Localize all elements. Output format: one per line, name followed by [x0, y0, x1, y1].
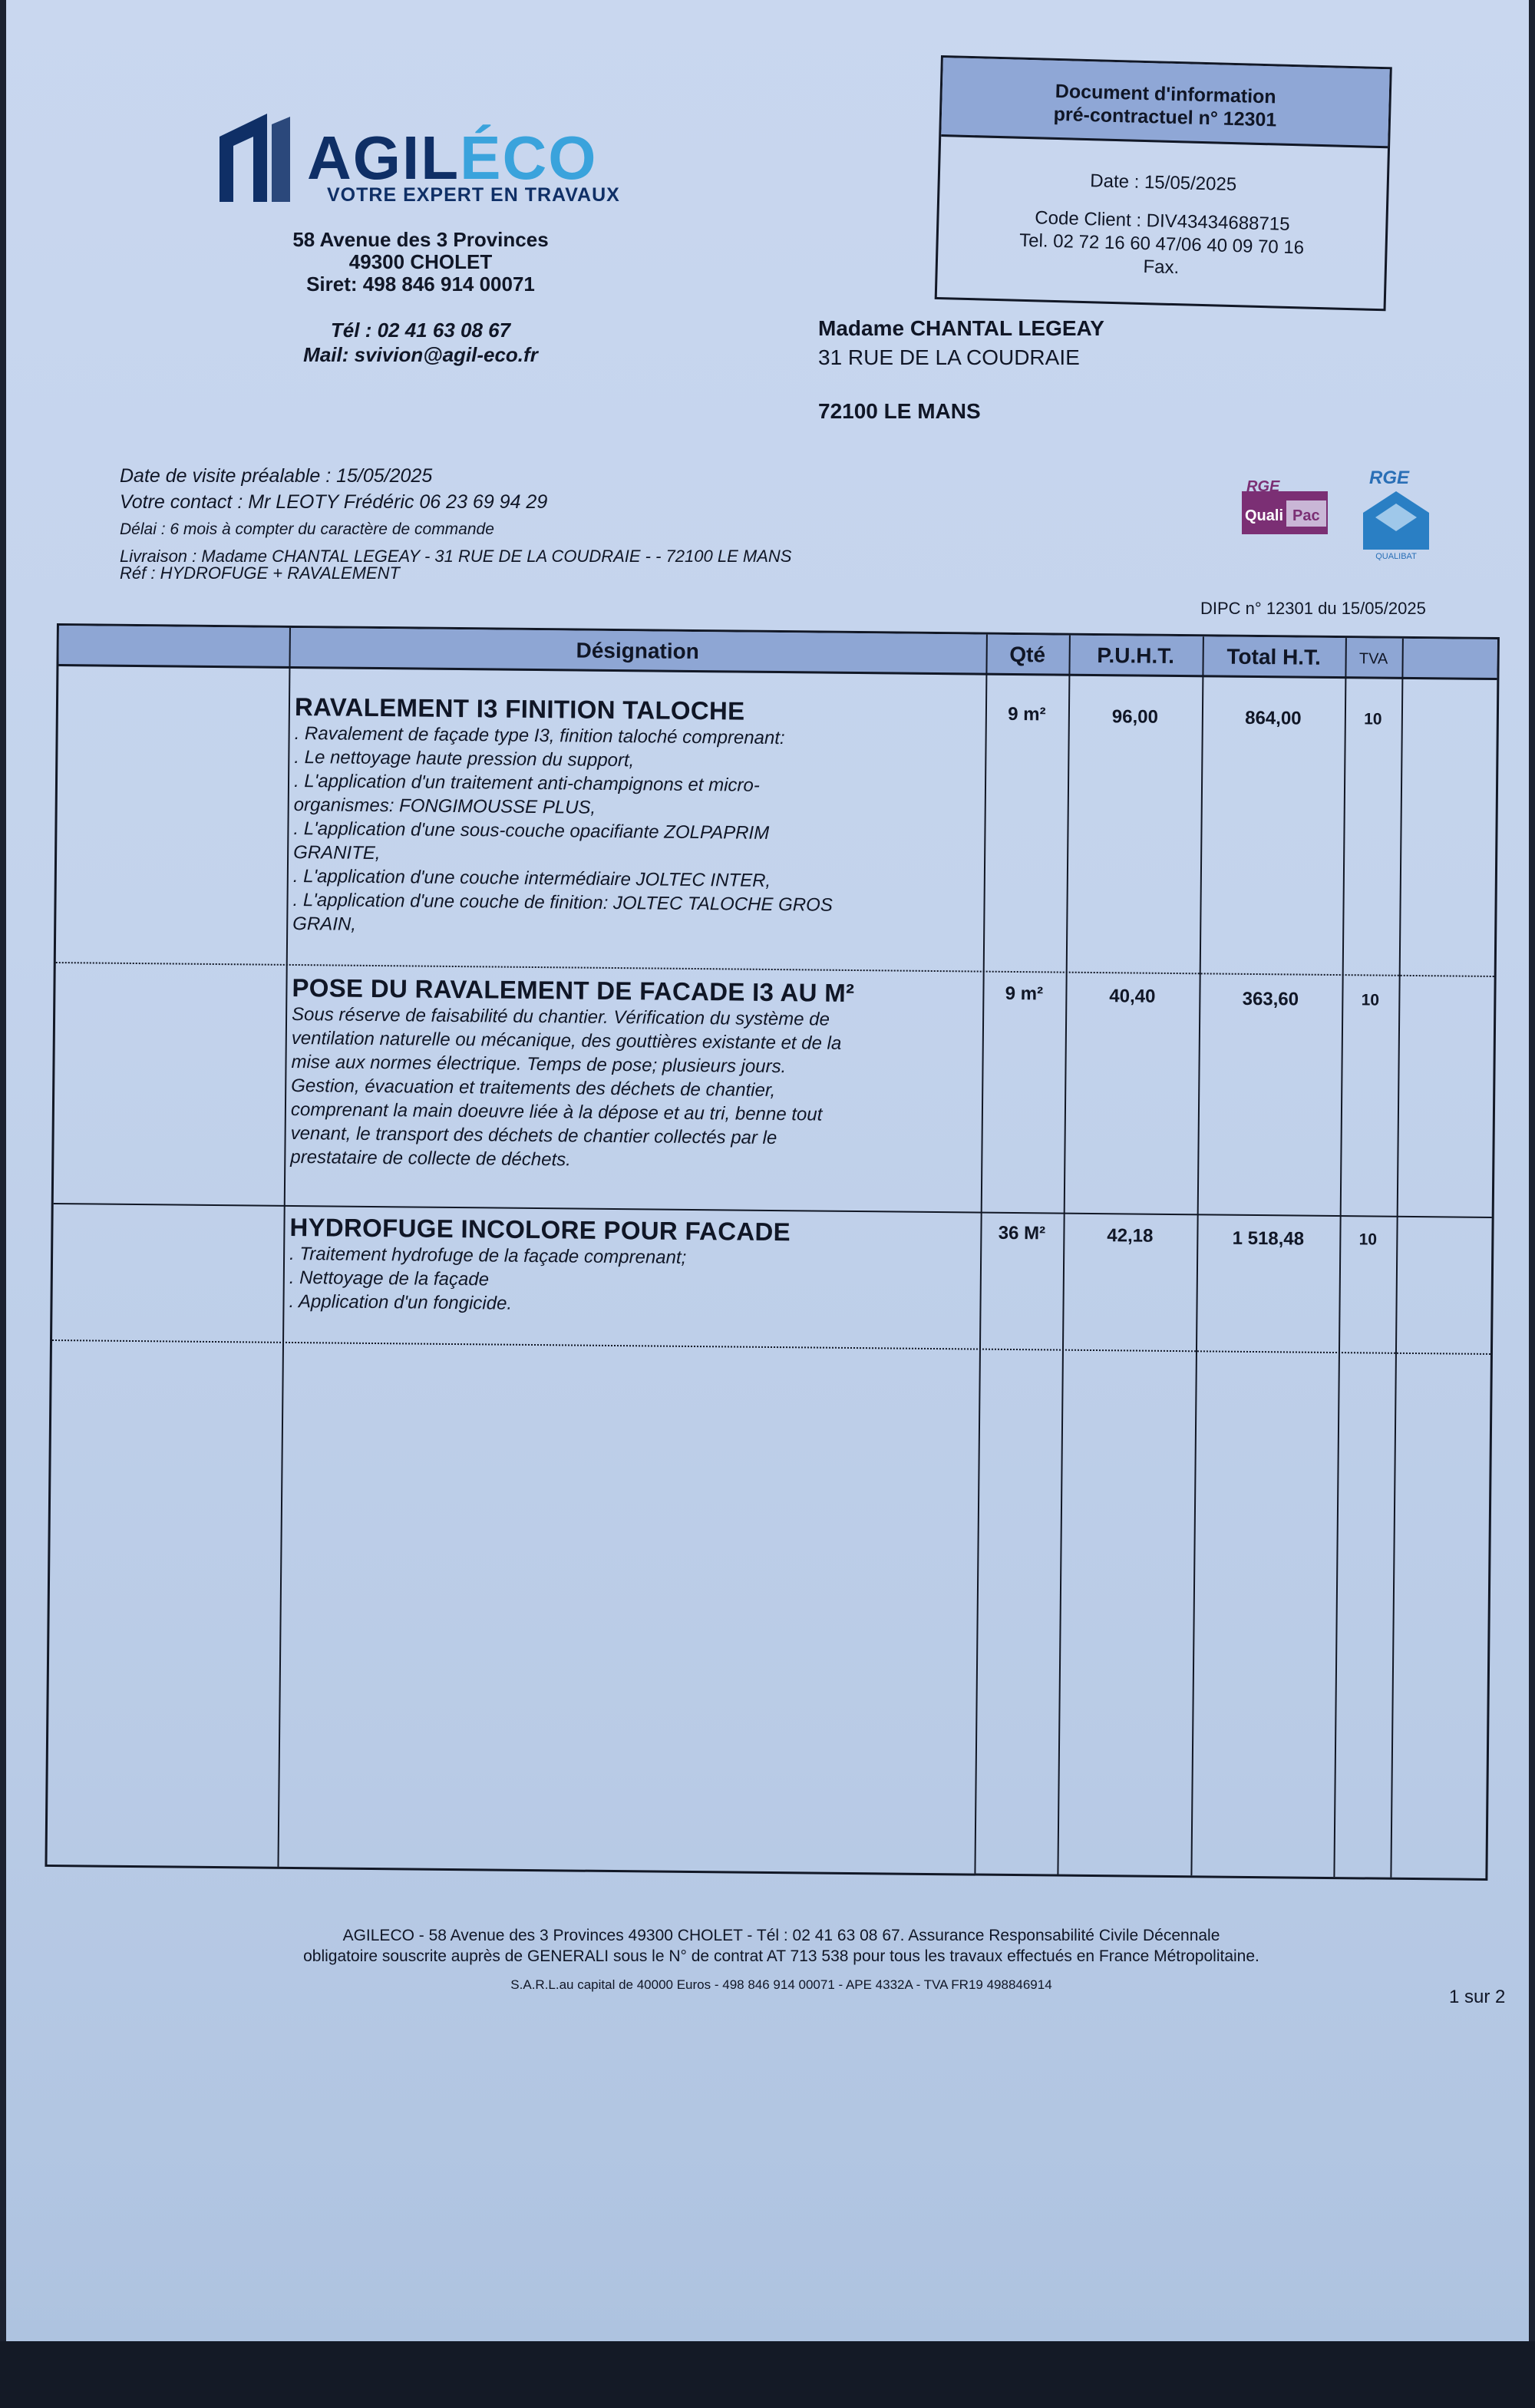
delivery-address: Livraison : Madame CHANTAL LEGEAY - 31 RUE DE LA COUDRAIE - - 72100 LE MANS: [120, 547, 792, 566]
item-qty: 9 m²: [1008, 703, 1046, 725]
item-tva: 10: [1364, 710, 1382, 728]
header-unit-price: P.U.H.T.: [1097, 643, 1175, 668]
page-number: 1 sur 2: [1449, 1987, 1506, 2007]
background-surface: [0, 2341, 1535, 2408]
brand-tagline: VOTRE EXPERT EN TRAVAUX: [327, 184, 620, 206]
item-tva: 10: [1358, 1230, 1378, 1249]
item-description: . Traitement hydrofuge de la façade comprenant; . Nettoyage de la façade . Application d'un fongicide.: [289, 1243, 687, 1314]
item-unit-price: 42,18: [1107, 1225, 1154, 1247]
dipc-reference: DIPC n° 12301 du 15/05/2025: [1200, 599, 1426, 618]
item-total: 864,00: [1245, 707, 1302, 729]
svg-text:RGE: RGE: [1369, 467, 1410, 488]
reference: Réf : HYDROFUGE + RAVALEMENT: [120, 563, 400, 583]
table-row: [289, 1213, 972, 1320]
svg-text:RGE: RGE: [1246, 478, 1280, 495]
delay-note: Délai : 6 mois à compter du caractère de commande: [120, 520, 494, 538]
client-street: 31 RUE DE LA COUDRAIE: [818, 345, 1080, 369]
contact-person: Votre contact : Mr LEOTY Frédéric 06 23 69 94 29: [120, 491, 548, 513]
company-mail: Mail: svivion@agil-eco.fr: [303, 343, 538, 366]
item-total: 1 518,48: [1232, 1227, 1305, 1250]
company-street: 58 Avenue des 3 Provinces: [292, 228, 549, 251]
footer-line-1: AGILECO - 58 Avenue des 3 Provinces 49300 CHOLET - Tél : 02 41 63 08 67. Assurance Responsabilité Civile Décennale: [342, 1927, 1220, 1944]
header-qty: Qté: [1009, 642, 1046, 667]
client-name: Madame CHANTAL LEGEAY: [818, 316, 1104, 340]
item-total: 363,60: [1242, 988, 1299, 1010]
rge-qualibat-logo: [1355, 465, 1437, 560]
footer-line-2: obligatoire souscrite auprès de GENERALI sous le N° de contrat AT 713 538 pour tous les travaux effectués en France Métropolitaine.: [303, 1947, 1259, 1965]
client-city: 72100 LE MANS: [818, 399, 981, 423]
item-qty: 36 M²: [998, 1222, 1046, 1244]
qualipac-badge-icon: [1239, 477, 1331, 537]
header-tva: TVA: [1358, 650, 1388, 668]
item-title: POSE DU RAVALEMENT DE FACADE I3 AU M²: [292, 973, 855, 1007]
document-info-box: [935, 55, 1392, 311]
client-code: Code Client : DIV43434688715: [1035, 207, 1290, 235]
svg-text:QUALIBAT: QUALIBAT: [1375, 552, 1417, 560]
company-city: 49300 CHOLET: [348, 250, 493, 273]
item-description: Sous réserve de faisabilité du chantier. Vérification du système de ventilation naturelle ou mécanique, des gouttières existante et de la mise aux normes électrique. Temps de pose; plusieurs jours. Gestion, évacuation et traitements des déchets de chantier, comprenant la main doeuvre liée à la dépose et au tri, benne tout venant, le transport des déchets de chantier collectés par le prestataire de collecte de déchets.: [290, 1003, 842, 1171]
qualibat-badge-icon: [1355, 465, 1437, 560]
svg-text:Quali: Quali: [1245, 507, 1284, 524]
building-logo-icon: [213, 106, 298, 206]
rge-qualipac-logo: [1239, 477, 1331, 537]
item-unit-price: 96,00: [1111, 706, 1159, 728]
document-number: pré-contractuel n° 12301: [1053, 103, 1277, 131]
item-description: . Ravalement de façade type I3, finition taloché comprenant: . Le nettoyage haute pression du support, . L'application d'un traitement anti-champignons et micro- organismes: FONGIMOUSSE PLUS, . L'application d'une sous-couche opacifiante ZOLPAPRIM GRANITE, . L'application d'une couche intermédiaire JOLTEC INTER, . L'application d'une couche de finition: JOLTEC TALOCHE GROS GRAIN,: [292, 722, 833, 935]
table-row: [292, 692, 978, 943]
company-siret: Siret: 498 846 914 00071: [306, 273, 535, 296]
footer-company-info: S.A.R.L.au capital de 40000 Euros - 498 846 914 00071 - APE 4332A - TVA FR19 498846914: [510, 1977, 1052, 1992]
document-title: Document d'information: [1055, 80, 1277, 108]
item-tva: 10: [1361, 991, 1380, 1009]
header-total: Total H.T.: [1226, 644, 1321, 669]
document-date: Date : 15/05/2025: [1090, 170, 1237, 196]
company-logo: [213, 106, 643, 221]
visit-date: Date de visite préalable : 15/05/2025: [120, 465, 433, 487]
svg-text:Pac: Pac: [1292, 507, 1320, 524]
company-phone: Tél : 02 41 63 08 67: [330, 319, 511, 342]
legal-footer: [236, 1925, 1326, 1967]
document-page: [6, 0, 1529, 2341]
company-address: [229, 229, 612, 296]
client-tel: Tel. 02 72 16 60 47/06 40 09 70 16: [1018, 230, 1305, 259]
brand-name: AGILÉCO: [307, 124, 598, 192]
company-contact: [229, 318, 612, 367]
header-designation: Désignation: [576, 638, 699, 664]
item-unit-price: 40,40: [1109, 986, 1156, 1007]
item-qty: 9 m²: [1005, 983, 1044, 1005]
table-row: [290, 973, 975, 1176]
client-fax: Fax.: [1143, 256, 1180, 279]
quote-table: [45, 623, 1499, 1881]
item-title: RAVALEMENT I3 FINITION TALOCHE: [294, 692, 745, 725]
info-box-header: [941, 58, 1389, 148]
item-title: HYDROFUGE INCOLORE POUR FACADE: [289, 1212, 791, 1247]
